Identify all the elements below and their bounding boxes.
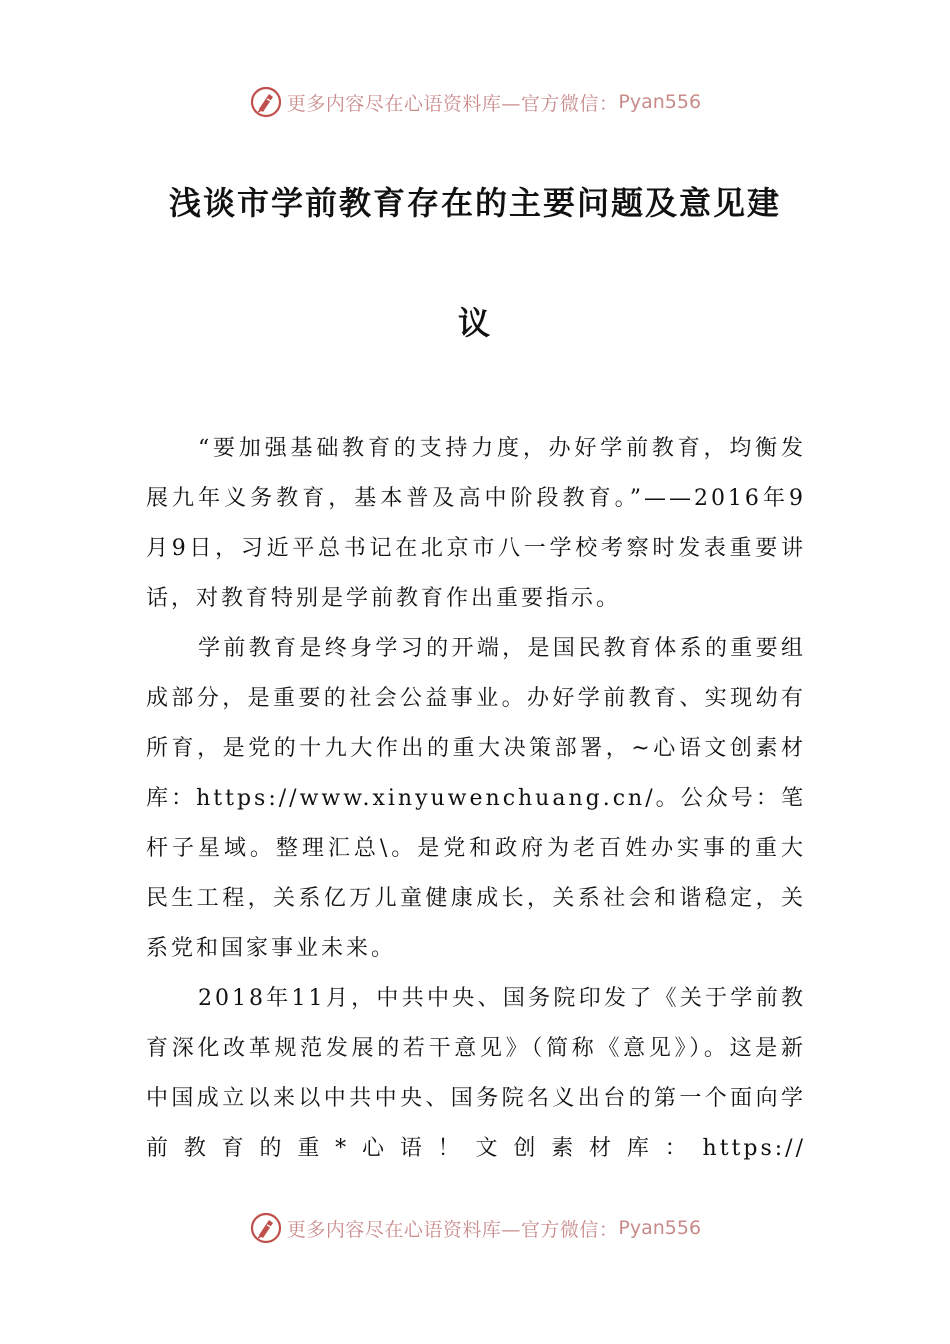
pen-nib-logo-icon bbox=[249, 85, 283, 119]
paragraph-3: 2018年11月，中共中央、国务院印发了《关于学前教育深化改革规范发展的若干意见》（简称《意见》）。这是新中国成立以来以中共中央、国务院名义出台的第一个面向学前教育的重*心语！文创素材库：https:// bbox=[146, 986, 806, 1161]
header-wechat-id: Pyan556 bbox=[618, 91, 702, 113]
footer-banner-text: 更多内容尽在心语资料库—官方微信： bbox=[286, 1218, 619, 1241]
footer-banner bbox=[0, 1206, 950, 1250]
document-body bbox=[146, 424, 806, 1174]
footer-wechat-id: Pyan556 bbox=[618, 1217, 702, 1239]
pen-nib-logo-icon bbox=[249, 1211, 283, 1245]
header-banner-text: 更多内容尽在心语资料库—官方微信： bbox=[286, 92, 619, 115]
document-title-line-1: 浅谈市学前教育存在的主要问题及意见建 bbox=[168, 184, 781, 222]
header-banner bbox=[0, 80, 950, 124]
paragraph-2: 学前教育是终身学习的开端，是国民教育体系的重要组成部分，是重要的社会公益事业。办好学前教育、实现幼有所育，是党的十九大作出的重大决策部署，~心语文创素材库：https://www.xinyuwenchuang.cn/。公众号：笔杆子星域。整理汇总\。是党和政府为老百姓办实事的重大民生工程，关系亿万儿童健康成长，关系社会和谐稳定，关系党和国家事业未来。 bbox=[146, 636, 806, 961]
document-title-line-2: 议 bbox=[457, 304, 492, 342]
paragraph-1: “要加强基础教育的支持力度，办好学前教育，均衡发展九年义务教育，基本普及高中阶段教育。”——2016年9月9日，习近平总书记在北京市八一学校考察时发表重要讲话，对教育特别是学前教育作出重要指示。 bbox=[146, 436, 806, 611]
